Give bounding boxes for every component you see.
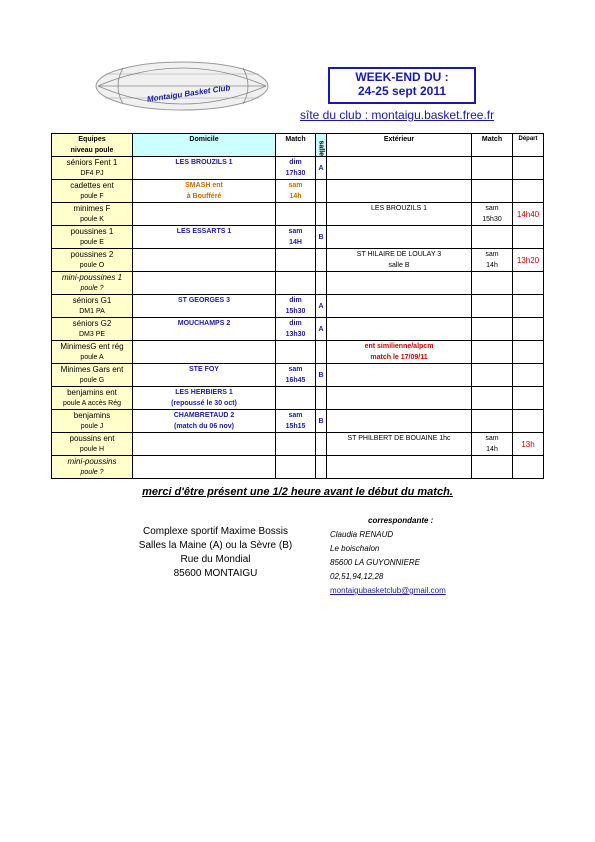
home-match-cell-m1: dim bbox=[289, 159, 302, 166]
away-match-cell bbox=[472, 364, 513, 387]
team-cell-poule: DF4 PJ bbox=[80, 170, 104, 177]
table-row bbox=[52, 157, 544, 180]
away-match-cell bbox=[472, 157, 513, 180]
venue-city: 85600 MONTAIGU bbox=[173, 568, 258, 579]
away-match-cell bbox=[472, 272, 513, 295]
home-cell-dom: MOUCHAMPS 2 bbox=[177, 320, 231, 327]
home-cell-dom2: (repoussé le 30 oct) bbox=[171, 400, 237, 407]
home-cell bbox=[133, 295, 276, 318]
header-equipes: Equipes niveau poule bbox=[52, 134, 133, 157]
table-row bbox=[52, 318, 544, 341]
home-match-cell-m1: sam bbox=[288, 182, 303, 189]
team-cell-team: cadettes ent bbox=[70, 181, 114, 190]
team-cell-team: Minimes Gars ent bbox=[60, 365, 124, 374]
home-match-cell bbox=[276, 272, 316, 295]
home-cell bbox=[133, 157, 276, 180]
hall-cell-salle: A bbox=[318, 302, 324, 310]
away-cell bbox=[327, 456, 472, 479]
weekend-box bbox=[328, 67, 476, 104]
team-cell-poule: DM3 PE bbox=[78, 331, 106, 338]
away-match-cell-em2: 14h bbox=[486, 446, 498, 453]
home-match-cell-m2: 14H bbox=[289, 239, 302, 246]
header-depart: Départ bbox=[513, 134, 544, 157]
home-cell-dom: CHAMBRETAUD 2 bbox=[173, 412, 235, 419]
home-cell bbox=[133, 456, 276, 479]
table-row bbox=[52, 226, 544, 249]
home-cell bbox=[133, 410, 276, 433]
hall-cell bbox=[316, 456, 327, 479]
home-match-cell-m2: 15h15 bbox=[285, 423, 306, 430]
table-row bbox=[52, 272, 544, 295]
team-cell bbox=[52, 295, 133, 318]
home-cell bbox=[133, 203, 276, 226]
team-cell-poule: poule J bbox=[80, 423, 104, 430]
team-cell bbox=[52, 226, 133, 249]
team-cell-team: séniors G1 bbox=[72, 296, 112, 305]
correspondent-title: correspondante : bbox=[368, 516, 434, 525]
home-cell bbox=[133, 318, 276, 341]
hall-cell bbox=[316, 387, 327, 410]
team-cell-team: poussins ent bbox=[69, 434, 115, 443]
home-match-cell bbox=[276, 364, 316, 387]
home-match-cell-m1: dim bbox=[289, 297, 302, 304]
team-cell-poule: poule K bbox=[80, 216, 104, 223]
away-cell-ext: ST HILAIRE DE LOULAY 3 bbox=[356, 251, 442, 258]
team-cell bbox=[52, 456, 133, 479]
away-match-cell bbox=[472, 295, 513, 318]
team-cell-team: benjamins bbox=[73, 411, 111, 420]
home-match-cell-m2: 13h30 bbox=[285, 331, 306, 338]
team-cell bbox=[52, 410, 133, 433]
team-cell-poule: poule E bbox=[80, 239, 104, 246]
away-cell bbox=[327, 387, 472, 410]
home-cell bbox=[133, 226, 276, 249]
away-cell bbox=[327, 272, 472, 295]
home-cell-dom: ST GEORGES 3 bbox=[177, 297, 231, 304]
away-match-cell-em1: sam bbox=[485, 251, 499, 258]
team-cell bbox=[52, 203, 133, 226]
departure-cell bbox=[513, 180, 544, 203]
hall-cell bbox=[316, 295, 327, 318]
table-row bbox=[52, 341, 544, 364]
home-cell-dom: STE FOY bbox=[189, 366, 219, 373]
table-row bbox=[52, 295, 544, 318]
away-cell-ext: ent similienne/alpcm bbox=[364, 343, 434, 350]
away-match-cell bbox=[472, 318, 513, 341]
home-cell bbox=[133, 180, 276, 203]
header-match-ext: Match bbox=[472, 134, 513, 157]
home-match-cell-m1: dim bbox=[289, 320, 302, 327]
correspondent-block bbox=[330, 514, 446, 598]
away-match-cell bbox=[472, 249, 513, 272]
table-row bbox=[52, 203, 544, 226]
away-match-cell bbox=[472, 456, 513, 479]
team-cell bbox=[52, 318, 133, 341]
team-cell-poule: poule G bbox=[79, 377, 105, 384]
away-match-cell bbox=[472, 410, 513, 433]
team-cell-team: poussines 1 bbox=[70, 227, 114, 236]
away-cell bbox=[327, 410, 472, 433]
team-cell-team: séniors G2 bbox=[72, 319, 112, 328]
departure-cell-dep: 14h40 bbox=[516, 209, 540, 219]
hall-cell-salle: A bbox=[318, 325, 324, 333]
header-salle: salle bbox=[316, 134, 327, 157]
away-match-cell bbox=[472, 433, 513, 456]
team-cell-team: MinimesG ent rég bbox=[60, 342, 124, 351]
home-cell-dom: LES ESSARTS 1 bbox=[176, 228, 232, 235]
departure-cell bbox=[513, 433, 544, 456]
home-match-cell-m1: sam bbox=[288, 228, 303, 235]
hall-cell-salle: B bbox=[318, 371, 324, 379]
hall-cell bbox=[316, 157, 327, 180]
home-match-cell-m2: 14h bbox=[289, 193, 302, 200]
venue-address bbox=[103, 525, 328, 581]
team-cell-poule: poule ? bbox=[80, 285, 104, 292]
away-match-cell bbox=[472, 226, 513, 249]
team-cell-poule: poule O bbox=[79, 262, 105, 269]
table-row bbox=[52, 456, 544, 479]
away-match-cell-em1: sam bbox=[485, 435, 499, 442]
team-cell-team: poussines 2 bbox=[70, 250, 114, 259]
away-cell-ext2: salle B bbox=[388, 262, 410, 269]
departure-cell bbox=[513, 364, 544, 387]
table-row bbox=[52, 387, 544, 410]
away-match-cell bbox=[472, 203, 513, 226]
team-cell-team: mini-poussines 1 bbox=[61, 273, 123, 282]
club-site-link[interactable]: sîte du club : montaigu.basket.free.fr bbox=[300, 108, 495, 122]
club-logo bbox=[93, 60, 271, 112]
departure-cell bbox=[513, 203, 544, 226]
home-match-cell bbox=[276, 295, 316, 318]
hall-cell bbox=[316, 249, 327, 272]
header-domicile: Domicile bbox=[133, 134, 276, 157]
departure-cell bbox=[513, 410, 544, 433]
team-cell-team: minimes F bbox=[73, 204, 111, 213]
away-cell bbox=[327, 341, 472, 364]
home-cell bbox=[133, 364, 276, 387]
home-match-cell-m2: 16h45 bbox=[285, 377, 306, 384]
away-cell-ext: ST PHILBERT DE BOUAINE 1hc bbox=[347, 435, 451, 442]
away-match-cell-em1: sam bbox=[485, 205, 499, 212]
table-row bbox=[52, 364, 544, 387]
away-cell bbox=[327, 226, 472, 249]
team-cell-poule: poule A accès Rég bbox=[63, 400, 121, 407]
departure-cell bbox=[513, 249, 544, 272]
departure-cell bbox=[513, 387, 544, 410]
venue-halls: Salles la Maine (A) ou la Sèvre (B) bbox=[138, 540, 293, 551]
away-cell bbox=[327, 318, 472, 341]
table-row bbox=[52, 249, 544, 272]
away-cell bbox=[327, 249, 472, 272]
hall-cell bbox=[316, 318, 327, 341]
departure-cell bbox=[513, 226, 544, 249]
table-header-row bbox=[52, 134, 544, 157]
team-cell-poule: poule H bbox=[79, 446, 105, 453]
departure-cell-dep: 13h bbox=[521, 439, 535, 449]
team-cell-team: séniors Fent 1 bbox=[66, 158, 118, 167]
hall-cell bbox=[316, 180, 327, 203]
away-cell bbox=[327, 433, 472, 456]
home-match-cell bbox=[276, 226, 316, 249]
home-match-cell bbox=[276, 249, 316, 272]
team-cell-poule: DM1 PA bbox=[79, 308, 105, 315]
home-cell-dom2: à Boufféré bbox=[186, 193, 222, 200]
table-row bbox=[52, 180, 544, 203]
team-cell bbox=[52, 249, 133, 272]
team-cell-poule: poule A bbox=[80, 354, 104, 361]
home-cell-dom: LES BROUZILS 1 bbox=[175, 159, 233, 166]
departure-cell bbox=[513, 157, 544, 180]
hall-cell-salle: B bbox=[318, 417, 324, 425]
team-cell bbox=[52, 387, 133, 410]
home-cell-dom: SMASH ent bbox=[185, 182, 223, 189]
hall-cell bbox=[316, 341, 327, 364]
home-match-cell bbox=[276, 341, 316, 364]
home-match-cell bbox=[276, 387, 316, 410]
team-cell bbox=[52, 157, 133, 180]
home-cell-dom2: (match du 06 nov) bbox=[174, 423, 234, 430]
schedule-table bbox=[51, 133, 544, 479]
away-cell bbox=[327, 180, 472, 203]
team-cell-poule: poule ? bbox=[80, 469, 104, 476]
departure-cell bbox=[513, 295, 544, 318]
weekend-dates: 24-25 sept 2011 bbox=[357, 84, 447, 98]
team-cell bbox=[52, 272, 133, 295]
away-match-cell-em2: 15h30 bbox=[482, 216, 502, 223]
correspondent-place: Le boischalon bbox=[330, 544, 380, 553]
departure-cell bbox=[513, 341, 544, 364]
correspondent-name: Claudia RENAUD bbox=[330, 530, 394, 539]
departure-cell bbox=[513, 272, 544, 295]
team-cell-poule: poule F bbox=[80, 193, 104, 200]
departure-cell bbox=[513, 318, 544, 341]
home-match-cell bbox=[276, 180, 316, 203]
away-cell bbox=[327, 364, 472, 387]
away-cell-ext2: match le 17/09/11 bbox=[370, 354, 428, 361]
home-cell-dom: LES HERBIERS 1 bbox=[175, 389, 233, 396]
team-cell-team: mini-poussins bbox=[67, 457, 117, 466]
hall-cell bbox=[316, 226, 327, 249]
home-cell bbox=[133, 433, 276, 456]
home-match-cell bbox=[276, 157, 316, 180]
correspondent-phone: 02,51,94,12,28 bbox=[330, 572, 384, 581]
home-cell bbox=[133, 249, 276, 272]
correspondent-email[interactable]: montaigubasketclub@gmail.com bbox=[330, 586, 446, 595]
home-match-cell-m2: 15h30 bbox=[285, 308, 306, 315]
away-cell-ext: LES BROUZILS 1 bbox=[370, 205, 428, 212]
home-match-cell bbox=[276, 203, 316, 226]
departure-cell-dep: 13h20 bbox=[516, 255, 540, 265]
home-match-cell-m2: 17h30 bbox=[285, 170, 306, 177]
hall-cell bbox=[316, 272, 327, 295]
venue-street: Rue du Mondial bbox=[180, 554, 251, 565]
team-cell bbox=[52, 364, 133, 387]
away-cell bbox=[327, 295, 472, 318]
team-cell bbox=[52, 433, 133, 456]
weekend-title: WEEK-END DU : bbox=[355, 70, 449, 84]
away-match-cell bbox=[472, 387, 513, 410]
hall-cell-salle: A bbox=[318, 164, 324, 172]
home-match-cell-m1: sam bbox=[288, 366, 303, 373]
hall-cell bbox=[316, 203, 327, 226]
hall-cell bbox=[316, 364, 327, 387]
away-match-cell-em2: 14h bbox=[486, 262, 498, 269]
away-match-cell bbox=[472, 180, 513, 203]
hall-cell bbox=[316, 410, 327, 433]
home-cell bbox=[133, 272, 276, 295]
home-cell bbox=[133, 341, 276, 364]
reminder-note: merci d'être présent une 1/2 heure avant le début du match. bbox=[142, 486, 453, 498]
venue-name: Complexe sportif Maxime Bossis bbox=[142, 526, 289, 537]
table-row bbox=[52, 410, 544, 433]
hall-cell-salle: B bbox=[318, 233, 324, 241]
away-match-cell bbox=[472, 341, 513, 364]
home-match-cell bbox=[276, 318, 316, 341]
logo-text: Montaigu Basket Club bbox=[146, 83, 231, 104]
home-cell bbox=[133, 387, 276, 410]
team-cell-team: benjamins ent bbox=[67, 388, 117, 397]
correspondent-city: 85600 LA GUYONNIERE bbox=[330, 558, 420, 567]
departure-cell bbox=[513, 456, 544, 479]
hall-cell bbox=[316, 433, 327, 456]
header-match: Match bbox=[276, 134, 316, 157]
home-match-cell bbox=[276, 410, 316, 433]
team-cell bbox=[52, 341, 133, 364]
header-exterieur: Extérieur bbox=[327, 134, 472, 157]
home-match-cell bbox=[276, 456, 316, 479]
away-cell bbox=[327, 203, 472, 226]
home-match-cell-m1: sam bbox=[288, 412, 303, 419]
table-row bbox=[52, 433, 544, 456]
home-match-cell bbox=[276, 433, 316, 456]
away-cell bbox=[327, 157, 472, 180]
team-cell bbox=[52, 180, 133, 203]
